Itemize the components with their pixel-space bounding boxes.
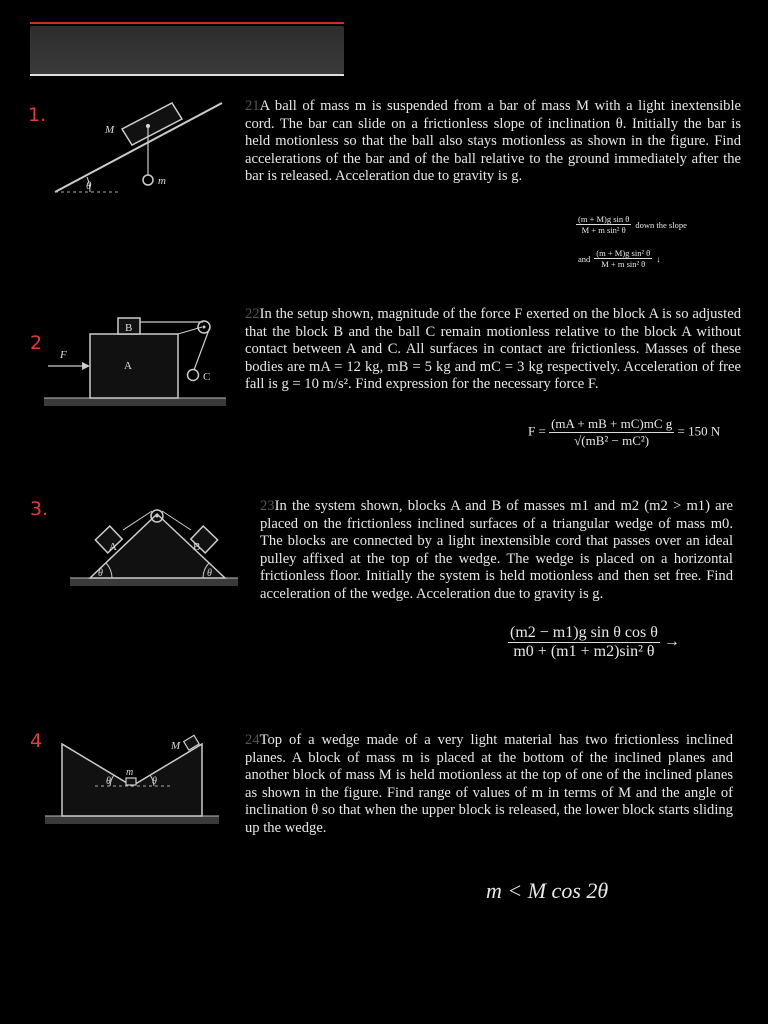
problem-text-3: 23In the system shown, blocks A and B of masses m1 and m2 (m2 > m1) are placed on the frictionless inclined surfaces of a triangular wedge of mass m0. The blocks are connected by a light inextensible cord that passes over an ideal pulley affixed at the top of the wedge. The wedge is placed on a horizontal frictionless floor. Initially the system is held motionless and then set free. Find acceleration of the wedge. Acceleration due to gravity is g. [260, 498, 733, 602]
problem-prefix-1: 21 [245, 98, 260, 114]
problem-prefix-2: 22 [245, 306, 260, 322]
figure-1-label-theta: θ [86, 180, 92, 192]
figure-4-label-theta-left: θ [106, 776, 111, 787]
figure-2-label-B: B [125, 322, 133, 334]
problem-text-1: 21A ball of mass m is suspended from a bar of mass M with a light inextensible cord. The bar can slide on a frictionless slope of inclination θ. Initially the bar is held motionless so that the ball also stays motionless as shown in the figure. Find accelerations of the bar and of the ball relative to the ground immediately after the bar is released. Acceleration due to gravity is g. [245, 98, 741, 185]
problem-number-3: 3. [30, 498, 49, 520]
answer-3: $\frac{\text{(m2 − m1)g sin θ cos θ}}{\text{m0 + (m1 + m2)sin² θ}}$ → [510, 624, 680, 660]
problem-text-4: 24Top of a wedge made of a very light material has two frictionless inclined planes. A block of mass m is placed at the bottom of the inclined planes and another block of mass M is held motionless at the top of one of the inclined planes as shown in the figure. Find range of values of m in terms of M and the angle of inclination θ so that when the upper block is released, the lower block starts sliding up the wedge. [245, 732, 733, 836]
problem-number-4: 4 [30, 730, 43, 752]
figure-4 [40, 730, 225, 830]
figure-2 [40, 310, 230, 410]
figure-1 [50, 95, 230, 200]
header-red-line [30, 22, 344, 24]
problem-prefix-4: 24 [245, 732, 260, 748]
answer-1a: $\frac{\text{(m + M)g sin θ}}{\text{M + m sin² θ}}$ down the slope [578, 214, 687, 235]
figure-2-label-C: C [203, 371, 211, 383]
problem-prefix-3: 23 [260, 498, 275, 514]
figure-3-label-A: A [109, 541, 117, 553]
header-bar [30, 26, 344, 74]
header-white-line [30, 74, 344, 76]
figure-1-label-M: M [105, 124, 115, 136]
answer-1b: and $\frac{\text{(m + M)g sin² θ}}{\text{M + m sin² θ}}$ ↓ [578, 248, 661, 269]
figure-1-label-m: m [158, 175, 166, 187]
figure-2-label-F: F [60, 349, 67, 361]
problem-number-1: 1. [28, 104, 47, 126]
figure-3 [65, 500, 245, 590]
figure-4-label-M: M [171, 740, 181, 752]
figure-3-label-B: B [193, 541, 201, 553]
problem-text-2: 22In the setup shown, magnitude of the force F exerted on the block A is so adjusted that the block B and the ball C remain motionless relative to the block A without contact between A and C. All surfaces in contact are frictionless. Masses of these bodies are mA = 12 kg, mB = 5 kg and mC = 3 kg respectively. Acceleration of free fall is g = 10 m/s². Find expression for the necessary force F. [245, 306, 741, 393]
figure-4-label-theta-right: θ [152, 776, 157, 787]
answer-4: m < M cos 2θ [486, 878, 609, 903]
figure-3-label-theta-right: θ [207, 568, 212, 579]
figure-3-label-theta-left: θ [98, 568, 103, 579]
problem-number-2: 2 [30, 332, 43, 354]
answer-2: F = $\frac{\text{(mA + mB + mC)mC g}}{\text{√(mB² − mC²)}}$ = 150 N [528, 416, 721, 448]
figure-4-label-m: m [126, 767, 134, 778]
figure-2-label-A: A [124, 360, 132, 372]
